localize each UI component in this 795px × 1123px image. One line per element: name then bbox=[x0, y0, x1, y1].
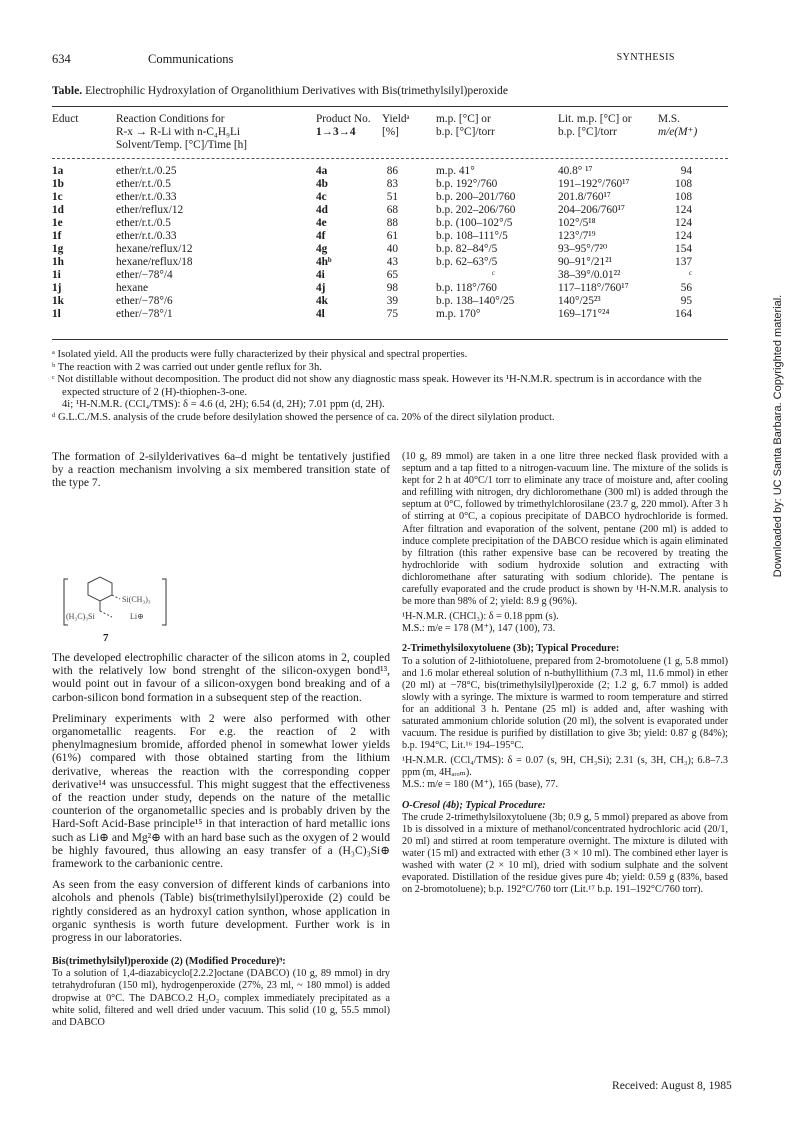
table-top-rule bbox=[52, 106, 728, 107]
experimental-heading: Bis(trimethylsilyl)peroxide (2) (Modified Procedure)⁹: bbox=[52, 956, 286, 968]
paragraph-preliminary: Preliminary experiments with 2 were also performed with other organometallic reagents. For e.g. the reaction of 2 with phenylmagnesium bromide, afforded phenol in somewhat lower yields (61%) compared with those obtained starting from the lithium derivative, whereas the reaction with the corresponding copper derivative¹⁴ was unsuccessful. This might suggest that the effectiveness of the reaction under study, depends on the nature of the metallic counterion of the organometallic species and is probably driven by the Hard-Soft Acid-Base principle¹⁵ in that interaction of hard metallic ions such as Li⊕ and Mg²⊕ with an hard base such as the oxygen of 2 would be highly favoured, thus allowing an easy transfer of a (H₃C)₃Si⊕ framework to the carbanionic centre. bbox=[52, 711, 390, 871]
ms-siloxytoluene: M.S.: m/e = 180 (M⁺), 165 (base), 77. bbox=[402, 779, 558, 791]
table-footnotes bbox=[52, 349, 728, 424]
nmr-peroxide: ¹H-N.M.R. (CHCl₃): δ = 0.18 ppm (s). bbox=[402, 611, 559, 623]
download-watermark bbox=[768, 140, 788, 740]
received-date: Received: August 8, 1985 bbox=[612, 1079, 732, 1092]
ms-peroxide: M.S.: m/e = 178 (M⁺), 147 (100), 73. bbox=[402, 623, 556, 635]
structure-label-sime3: Si(CH₃)₃ bbox=[122, 595, 151, 604]
table-caption bbox=[52, 84, 752, 97]
footnote-b: ᵇ The reaction with 2 was carried out under gentle reflux for 3h. bbox=[52, 361, 322, 373]
left-column-continued bbox=[52, 651, 390, 1029]
table-row: 1e ether/r.t./0.5 4e 88 b.p. (100–102°/5 102°/5¹⁸ 124 bbox=[52, 217, 692, 229]
col-header-lit: Lit. m.p. [°C] or b.p. [°C]/torr bbox=[558, 113, 632, 138]
left-column bbox=[52, 450, 390, 498]
table-caption-text: Electrophilic Hydroxylation of Organolithium Derivatives with Bis(trimethylsilyl)peroxide bbox=[85, 84, 508, 97]
download-watermark-text: Downloaded by: UC Santa Barbara. Copyrighted material. bbox=[772, 294, 784, 578]
table-row: 1f ether/r.t./0.33 4f 61 b.p. 108–111°/5 123°/7¹⁹ 124 bbox=[52, 230, 692, 242]
table-row: 1g hexane/reflux/12 4g 40 b.p. 82–84°/5 93–95°/7²⁰ 154 bbox=[52, 243, 692, 255]
page-number: 634 bbox=[52, 52, 71, 66]
paragraph-cresol: The crude 2-trimethylsiloxytoluene (3b; 0.9 g, 5 mmol) prepared as above from 1b is dissolved in a mixture of methanol/concentrated hydrochloric acid (20/1, 20 ml) and stirred at room temperature overnight. The mixture is diluted with water (15 ml) and extracted with ether (3 × 10 ml). The combined ether layer is washed with water (2 × 10 ml), dried with sodium sulphate and the solvent evaporated. Distillation of the residue gives pure 4b; yield: 0.59 g (83%, based on 2-bromotoluene); b.p. 192°C/760 torr (Lit.¹⁷ b.p. 191–192°C/760 torr). bbox=[402, 811, 728, 896]
paragraph-procedure: (10 g, 89 mmol) are taken in a one litre three necked flask provided with a septum and a tap fitted to a nitrogen-vacuum line. The mixture of the solids is kept for 2 h at 40°C/1 torr to eliminate any trace of moisture and, after cooling and refilling with nitrogen, dry dichloromethane (300 ml) is added through the septum at 0°C, followed by trimethylchlorosilane (23.7 g, 220 mmol). After 3 h of stirring at 0°C, a copious precipitate of DABCO hydrochloride is formed. After filtration and evaporation of the solvent, pentane (200 ml) is added to induce complete precipitation of the DABCO residue which is again eliminated by filtration (this rather expensive base can be recovered by treating the hydrochloride with sodium hydroxide solution and extracting with dichloromethane after saturating with sodium chloride). The pentane is carefully evaporated and the crude product is shown by ¹H-N.M.R. analysis to be more than 98% of 2; yield: 8.9 g (96%). bbox=[402, 451, 728, 608]
structure-number: 7 bbox=[103, 632, 109, 644]
table-header bbox=[52, 113, 728, 153]
table-row: 1b ether/r.t./0.5 4b 83 b.p. 192°/760 191–192°/760¹⁷ 108 bbox=[52, 178, 692, 190]
col-header-product: Product No. 1→3→4 bbox=[316, 113, 371, 138]
footnote-d: ᵈ G.L.C./M.S. analysis of the crude before desilylation showed the persence of ca. 20% of the direct silylation product. bbox=[52, 411, 555, 423]
table-header-rule bbox=[52, 158, 728, 159]
table-row: 1h hexane/reflux/18 4hᵇ 43 b.p. 62–63°/5 90–91°/21²¹ 137 bbox=[52, 256, 692, 268]
table-row: 1c ether/r.t./0.33 4c 51 b.p. 200–201/760 201.8/760¹⁷ 108 bbox=[52, 191, 692, 203]
structure-label-li: Li⊕ bbox=[130, 612, 144, 621]
footnote-c: ᶜ Not distillable without decomposition. The product did not show any diagnostic mass speak. However its ¹H-N.M.R. spectrum is in accordance with the expected structure of 2 (H)-thiophen-3-one. bbox=[52, 374, 702, 398]
col-header-ms: M.S. m/e(M⁺) bbox=[658, 113, 698, 138]
table-body bbox=[52, 165, 728, 335]
table-row: 1a ether/r.t./0.25 4a 86 m.p. 41° 40.8° ¹⁷ 94 bbox=[52, 165, 692, 177]
table-bottom-rule bbox=[52, 339, 728, 340]
table-row: 1d ether/reflux/12 4d 68 b.p. 202–206/760 204–206/760¹⁷ 124 bbox=[52, 204, 692, 216]
paragraph-mechanism: The formation of 2-silylderivatives 6a–d might be tentatively justified by a reaction mechanism involving a six membered transition state of the type 7. bbox=[52, 450, 390, 490]
table-row: 1i ether/−78°/4 4i 65 ᶜ 38–39°/0.01²² ᶜ bbox=[52, 269, 692, 281]
structure-7 bbox=[60, 575, 170, 630]
section-name: Communications bbox=[148, 52, 234, 66]
col-header-mp: m.p. [°C] or b.p. [°C]/torr bbox=[436, 113, 495, 138]
table-row: 1j hexane 4j 98 b.p. 118°/760 117–118°/760¹⁷ 56 bbox=[52, 282, 692, 294]
heading-cresol: O-Cresol (4b); Typical Procedure: bbox=[402, 799, 546, 811]
experimental-peroxide bbox=[52, 956, 390, 1029]
col-header-educt: Educt bbox=[52, 113, 79, 125]
footnote-a: ᵃ Isolated yield. All the products were fully characterized by their physical and spectral properties. bbox=[52, 349, 468, 360]
nmr-siloxytoluene: ¹H-N.M.R. (CCl₄/TMS): δ = 0.07 (s, 9H, CH₃Si); 2.31 (s, 3H, CH₃); 6.8–7.3 ppm (m, 4Hₐᵣₒₘ). bbox=[402, 755, 728, 779]
heading-siloxytoluene: 2-Trimethylsiloxytoluene (3b); Typical Procedure: bbox=[402, 643, 620, 655]
journal-name: SYNTHESIS bbox=[616, 52, 675, 63]
paragraph-conclusion: As seen from the easy conversion of different kinds of carbanions into alcohols and phenols (Table) bis(trimethylsilyl)peroxide (2) could be rightly considered as an hydroxyl cation synthon, whose application in organic synthesis is worth future development. Further work is in progress in our laboratories. bbox=[52, 878, 390, 945]
table-row: 1l ether/−78°/1 4l 75 m.p. 170° 169–171°²⁴ 164 bbox=[52, 308, 692, 320]
table-caption-label: Table. bbox=[52, 84, 83, 97]
col-header-yield: Yieldᵃ [%] bbox=[382, 113, 410, 138]
paragraph-siloxytoluene: To a solution of 2-lithiotoluene, prepared from 2-bromotoluene (1 g, 5.8 mmol) and 1.6 molar ethereal solution of n-buthyllithium (7.3 ml, 11.6 mmol) in ether (20 ml) at −78°C, bis(trimethylsilyl)peroxide (2; 1.2 g, 6.7 mmol) is added slowly with a syringe. The mixture is warmed to room temperature and stirred for an additional 3 h. Pentane (25 ml) is added and, after washing with saturated ammonium chloride solution (20 ml), the solvent is evaporated under vacuum. The residue is purified by distillation to give 3b; yield: 0.87 g (84%); b.p. 194°C, Lit.¹⁶ 194–195°C. bbox=[402, 655, 728, 752]
transition-state-drawing bbox=[60, 575, 170, 630]
paragraph-silicon: The developed electrophilic character of the silicon atoms in 2, coupled with the relatively low bond strenght of the silicon-oxygen bond¹³, would point out in favour of a silicon-oxygen bond breaking and of a carbon-silicon bond formation in a subsequent step of the reaction. bbox=[52, 651, 390, 704]
footnote-c-nmr: 4i; ¹H-N.M.R. (CCl₄/TMS): δ = 4.6 (d, 2H); 6.54 (d, 2H); 7.01 ppm (d, 2H). bbox=[62, 399, 385, 410]
col-header-conditions: Reaction Conditions for R-x → R-Li with n-C₄H₉Li Solvent/Temp. [°C]/Time [h] bbox=[116, 113, 248, 151]
experimental-text: To a solution of 1,4-diazabicyclo[2.2.2]octane (DABCO) (10 g, 89 mmol) in dry tetrahydrofuran (150 ml), hydrogenperoxide (27%, 23 ml, ~ 180 mmol) is added dropwise at 0°C. The DABCO.2 H₂O₂ complex immediately precipitated as a white solid, filtered and well dried under vacuum. This solid (10 g, 55.5 mmol) and DABCO bbox=[52, 968, 390, 1028]
table-row: 1k ether/−78°/6 4k 39 b.p. 138–140°/25 140°/25²³ 95 bbox=[52, 295, 692, 307]
structure-label-me3si: (H₃C)₃Si bbox=[66, 612, 95, 621]
right-column bbox=[402, 451, 728, 896]
